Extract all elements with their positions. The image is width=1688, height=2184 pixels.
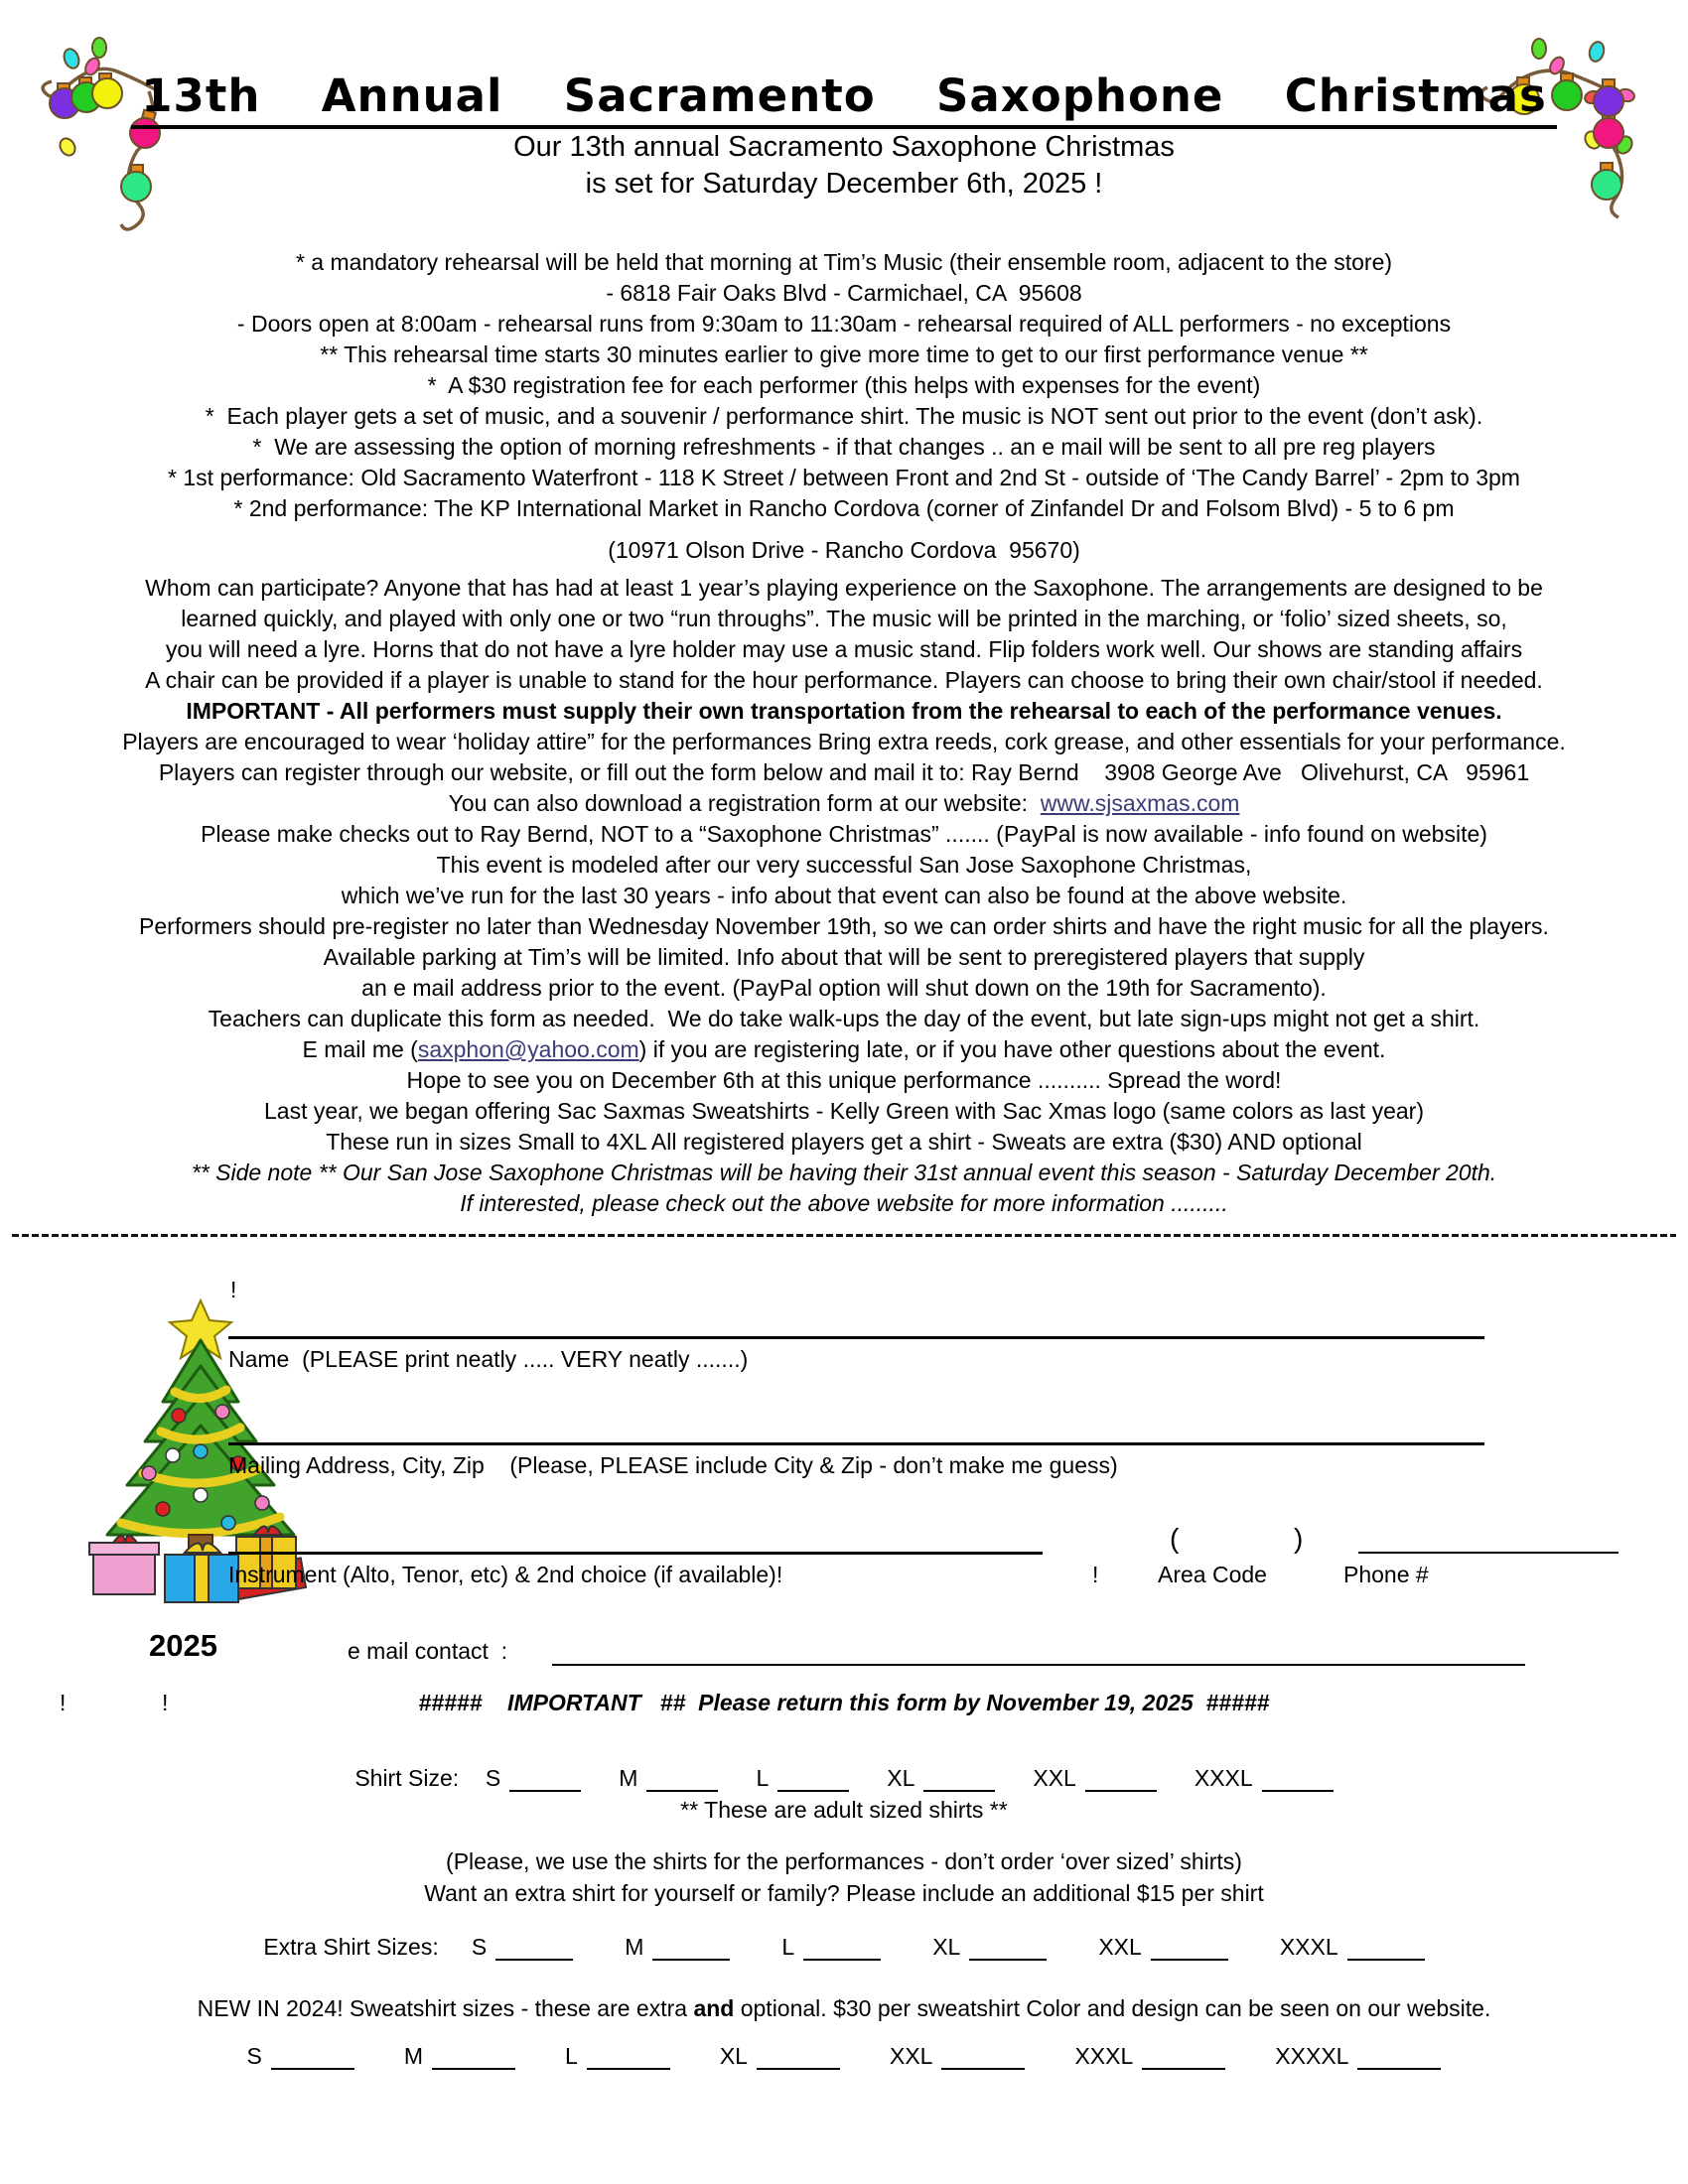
size-label: XXL (889, 2043, 933, 2069)
name-field-label: Name (PLEASE print neatly ..... VERY neatly .......) (228, 1346, 749, 1372)
size-option-s (247, 2043, 354, 2070)
size-option-s (472, 1934, 573, 1961)
body-line (0, 1096, 1688, 1127)
text-run: These run in sizes Small to 4XL All registered players get a shirt - Sweats are extra ($30) AND optional (326, 1129, 1362, 1155)
oversize-note: (Please, we use the shirts for the performances - don’t order ‘over sized’ shirts) (446, 1848, 1242, 1874)
size-fill-in-blank (941, 2048, 1025, 2070)
size-option-s (486, 1765, 581, 1792)
size-fill-in-blank (432, 2048, 515, 2070)
body-line (0, 911, 1688, 942)
body-line (0, 942, 1688, 973)
text-run: * a mandatory rehearsal will be held that morning at Tim’s Music (their ensemble room, adjacent to the store) (295, 249, 1393, 275)
body-line (0, 1004, 1688, 1034)
extra-shirt-note: Want an extra shirt for yourself or family? Please include an additional $15 per shirt (424, 1880, 1264, 1906)
text-run: NEW IN 2024! Sweatshirt sizes - these are extra (197, 1995, 694, 2021)
body-line (0, 1127, 1688, 1158)
size-option-m (619, 1765, 718, 1792)
size-fill-in-blank (777, 1770, 849, 1792)
body-line (0, 432, 1688, 463)
text-run: E mail me ( (302, 1036, 418, 1062)
phone-number-label: Phone # (1343, 1562, 1429, 1587)
subtitle-line-2: is set for Saturday December 6th, 2025 ! (585, 168, 1103, 200)
extra-shirt-size-row (0, 1934, 1688, 1961)
exclamation-mark: ! (1092, 1562, 1099, 1587)
email-input-line (552, 1664, 1525, 1666)
text-run: IMPORTANT - All performers must supply their own transportation from the rehearsal to each of the performance venues. (186, 698, 1502, 724)
size-option-xxl (1033, 1765, 1156, 1792)
size-option-m (625, 1934, 730, 1961)
text-run: (10971 Olson Drive - Rancho Cordova 95670) (608, 537, 1080, 563)
body-line (0, 788, 1688, 819)
text-run: which we’ve run for the last 30 years - info about that event can also be found at the above website. (341, 883, 1347, 908)
body-line (0, 1188, 1688, 1219)
text-run: Players are encouraged to wear ‘holiday attire” for the performances Bring extra reeds, cork grease, and other essentials for your performance. (122, 729, 1566, 754)
text-run: and (693, 1995, 735, 2021)
text-run: You can also download a registration form at our website: (448, 790, 1041, 816)
size-label: XXXL (1074, 2043, 1134, 2069)
size-label: XXXXL (1275, 2043, 1349, 2069)
text-run: A chair can be provided if a player is unable to stand for the hour performance. Players can choose to bring their own chair/stool if needed. (145, 667, 1543, 693)
text-run: Performers should pre-register no later than Wednesday November 19th, so we can order shirts and have the right music for all the players. (139, 913, 1549, 939)
size-option-xxl (890, 2043, 1025, 2070)
website-link[interactable]: www.sjsaxmas.com (1040, 790, 1240, 816)
size-fill-in-blank (1142, 2048, 1225, 2070)
text-run: This event is modeled after our very successful San Jose Saxophone Christmas, (436, 852, 1252, 878)
body-line (0, 401, 1688, 432)
size-option-xxxl (1280, 1934, 1425, 1961)
body-line (0, 973, 1688, 1004)
size-fill-in-blank (271, 2048, 354, 2070)
exclamation-mark: ! (230, 1277, 237, 1302)
body-line (0, 1065, 1688, 1096)
body-line (0, 881, 1688, 911)
text-run: * 1st performance: Old Sacramento Waterfront - 118 K Street / between Front and 2nd St - outside of ‘The Candy Barrel’ - 2pm to 3pm (168, 465, 1520, 490)
size-label: L (565, 2043, 578, 2069)
page-title: 13th Annual Sacramento Saxophone Christmas (131, 69, 1557, 129)
text-run: - 6818 Fair Oaks Blvd - Carmichael, CA 95608 (606, 280, 1082, 306)
body-line (0, 757, 1688, 788)
size-option-xl (932, 1934, 1047, 1961)
size-fill-in-blank (923, 1770, 995, 1792)
text-run: Whom can participate? Anyone that has had at least 1 year’s playing experience on the Saxophone. The arrangements are designed to be (145, 575, 1543, 601)
size-fill-in-blank (1347, 1939, 1425, 1961)
shirt-size-row (0, 1765, 1688, 1792)
email-link[interactable]: saxphon@yahoo.com (417, 1036, 639, 1062)
body-text (0, 247, 1688, 1219)
size-fill-in-blank (1151, 1939, 1228, 1961)
text-run: * A $30 registration fee for each performer (this helps with expenses for the event) (427, 372, 1261, 398)
size-option-xxxl (1195, 1765, 1334, 1792)
extra-shirt-row-label: Extra Shirt Sizes: (263, 1934, 458, 1960)
name-input-line (228, 1336, 1484, 1339)
body-line (0, 535, 1688, 566)
body-line (0, 278, 1688, 309)
size-label: M (625, 1934, 644, 1960)
text-run: * Each player gets a set of music, and a souvenir / performance shirt. The music is NOT sent out prior to the event (don’t ask). (205, 403, 1483, 429)
body-line (0, 850, 1688, 881)
size-option-l (756, 1765, 849, 1792)
text-run: optional. $30 per sweatshirt Color and design can be seen on our website. (734, 1995, 1491, 2021)
text-run: Teachers can duplicate this form as needed. We do take walk-ups the day of the event, but late sign-ups might not get a shirt. (208, 1006, 1480, 1031)
text-run: Hope to see you on December 6th at this unique performance .......... Spread the word! (406, 1067, 1282, 1093)
size-option-m (404, 2043, 515, 2070)
size-fill-in-blank (803, 1939, 881, 1961)
header (0, 69, 1688, 203)
instrument-input-line (228, 1552, 1043, 1555)
size-label: XL (932, 1934, 961, 1960)
size-option-xl (887, 1765, 995, 1792)
phone-input-line (1358, 1552, 1618, 1554)
size-label: XXL (1033, 1765, 1076, 1791)
body-line (0, 1158, 1688, 1188)
size-option-l (565, 2043, 670, 2070)
shirt-size-row-label: Shirt Size: (354, 1765, 472, 1791)
area-code-paren-close: ) (1294, 1523, 1304, 1554)
text-run: Available parking at Tim’s will be limited. Info about that will be sent to preregistered players that supply (323, 944, 1365, 970)
text-run: If interested, please check out the above website for more information ......... (460, 1190, 1228, 1216)
size-option-xl (720, 2043, 840, 2070)
body-line (0, 696, 1688, 727)
size-fill-in-blank (1085, 1770, 1157, 1792)
body-line (0, 1034, 1688, 1065)
size-label: L (781, 1934, 795, 1960)
area-code-label: Area Code (1158, 1562, 1267, 1587)
email-field-label: e mail contact : (348, 1638, 508, 1664)
body-line (0, 340, 1688, 370)
text-run: ) if you are registering late, or if you have other questions about the event. (638, 1036, 1386, 1062)
text-run: Last year, we began offering Sac Saxmas Sweatshirts - Kelly Green with Sac Xmas logo (same colors as last year) (264, 1098, 1424, 1124)
size-label: S (246, 2043, 262, 2069)
size-label: XXXL (1194, 1765, 1253, 1791)
size-label: XXXL (1279, 1934, 1338, 1960)
sweatshirt-size-row (0, 2043, 1688, 2070)
year-label: 2025 (149, 1628, 217, 1663)
size-label: XL (887, 1765, 915, 1791)
body-line (0, 247, 1688, 278)
size-option-xxxxl (1275, 2043, 1441, 2070)
body-line (0, 573, 1688, 604)
text-run: - Doors open at 8:00am - rehearsal runs from 9:30am to 11:30am - rehearsal required of ALL performers - no exceptions (236, 311, 1452, 337)
body-line (0, 370, 1688, 401)
size-fill-in-blank (1262, 1770, 1334, 1792)
text-run: Please make checks out to Ray Bernd, NOT to a “Saxophone Christmas” ....... (PayPal is now available - info found on website) (201, 821, 1487, 847)
address-field-label: Mailing Address, City, Zip (Please, PLEASE include City & Zip - don’t make me guess) (228, 1452, 1118, 1478)
text-run: ** This rehearsal time starts 30 minutes earlier to give more time to get to our first performance venue ** (320, 341, 1368, 367)
body-line (0, 493, 1688, 524)
size-fill-in-blank (587, 2048, 670, 2070)
sweatshirt-note (0, 1995, 1688, 2022)
size-fill-in-blank (509, 1770, 581, 1792)
text-run: ** Side note ** Our San Jose Saxophone Christmas will be having their 31st annual event this season - Saturday December 20th. (191, 1160, 1497, 1185)
size-option-l (781, 1934, 881, 1961)
size-fill-in-blank (652, 1939, 730, 1961)
area-code-paren-open: ( (1170, 1523, 1180, 1554)
size-option-xxxl (1074, 2043, 1225, 2070)
body-line (0, 727, 1688, 757)
body-line (0, 309, 1688, 340)
body-line (0, 634, 1688, 665)
size-label: M (403, 2043, 424, 2069)
body-line (0, 604, 1688, 634)
text-run: you will need a lyre. Horns that do not have a lyre holder may use a music stand. Flip folders work well. Our shows are standing affairs (165, 636, 1523, 662)
address-input-line (228, 1442, 1484, 1445)
subtitle-line-1: Our 13th annual Sacramento Saxophone Christmas (513, 131, 1175, 163)
adult-sizes-note: ** These are adult sized shirts ** (680, 1797, 1008, 1823)
body-line (0, 819, 1688, 850)
return-deadline-note: ##### IMPORTANT ## Please return this form by November 19, 2025 ##### (418, 1690, 1270, 1715)
size-option-xxl (1098, 1934, 1227, 1961)
body-line (0, 665, 1688, 696)
size-label: XL (719, 2043, 748, 2069)
exclamation-mark: ! (162, 1690, 169, 1715)
text-run: Players can register through our website, or fill out the form below and mail it to: Ray Bernd 3908 George Ave Olivehurst, CA 95961 (158, 759, 1530, 785)
size-fill-in-blank (646, 1770, 718, 1792)
text-run: learned quickly, and played with only one or two “run throughs”. The music will be printed in the marching, or ‘folio’ sized sheets, so, (181, 606, 1507, 631)
size-label: M (619, 1765, 638, 1791)
size-label: XXL (1098, 1934, 1142, 1960)
instrument-field-label: Instrument (Alto, Tenor, etc) & 2nd choice (if available)! (228, 1562, 783, 1587)
body-line (0, 463, 1688, 493)
size-label: S (485, 1765, 501, 1791)
dashed-divider (12, 1234, 1676, 1237)
size-label: S (471, 1934, 488, 1960)
size-fill-in-blank (757, 2048, 840, 2070)
text-run: an e mail address prior to the event. (PayPal option will shut down on the 19th for Sacramento). (361, 975, 1327, 1001)
text-run: * 2nd performance: The KP International Market in Rancho Cordova (corner of Zinfandel Dr and Folsom Blvd) - 5 to 6 pm (233, 495, 1455, 521)
size-fill-in-blank (1357, 2048, 1441, 2070)
exclamation-mark: ! (60, 1690, 67, 1715)
size-fill-in-blank (495, 1939, 573, 1961)
size-label: L (756, 1765, 770, 1791)
text-run: * We are assessing the option of morning refreshments - if that changes .. an e mail will be sent to all pre reg players (252, 434, 1436, 460)
size-fill-in-blank (969, 1939, 1047, 1961)
